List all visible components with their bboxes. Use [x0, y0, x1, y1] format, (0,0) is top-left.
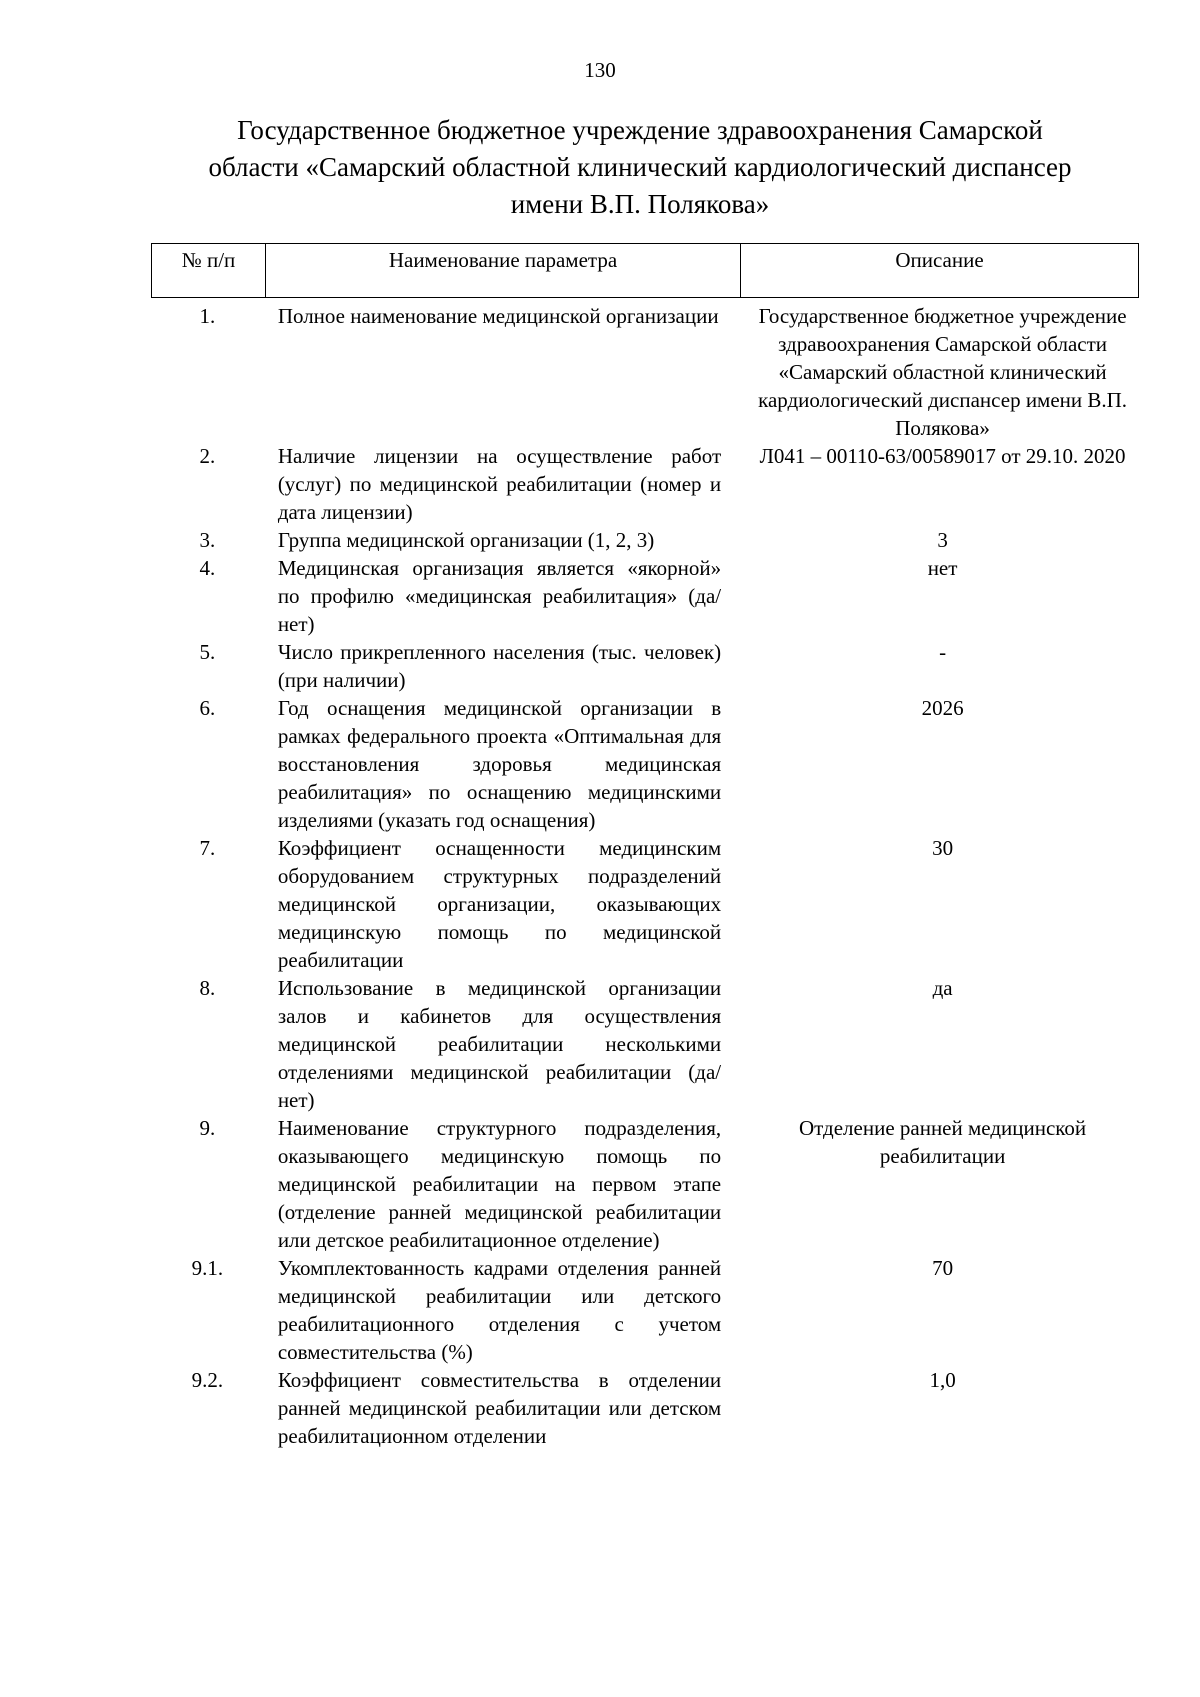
- table-row: [151, 694, 1139, 834]
- row-parameter: Коэффициент оснащенности медицинским оборудованием структурных подразделений медицинской организации, оказывающих медицинскую помощь по медицинской реабилитации: [277, 836, 722, 972]
- row-number: 6.: [199, 696, 216, 720]
- row-parameter: Использование в медицинской организации залов и кабинетов для осуществления медицинской реабилитации несколькими отделениями медицинской реабилитации (да/нет): [277, 976, 722, 1112]
- row-description: -: [939, 640, 947, 664]
- header-num: № п/п: [152, 244, 266, 297]
- row-parameter: Группа медицинской организации (1, 2, 3): [277, 528, 655, 552]
- row-parameter: Полное наименование медицинской организации: [277, 304, 719, 328]
- document-title: [180, 112, 1100, 223]
- row-number: 7.: [199, 836, 216, 860]
- table-row: [151, 526, 1139, 554]
- row-number: 2.: [199, 444, 216, 468]
- row-number: 5.: [199, 640, 216, 664]
- row-description: Государственное бюджетное учреждение здравоохранения Самарской области «Самарский областной клинический кардиологический диспансер имени В.П. Полякова»: [758, 304, 1128, 440]
- row-number: 8.: [199, 976, 216, 1000]
- row-parameter: Медицинская организация является «якорной» по профилю «медицинская реабилитация» (да/нет): [277, 556, 722, 636]
- header-param: Наименование параметра: [266, 244, 741, 297]
- table-row: [151, 974, 1139, 1114]
- table-header: [151, 243, 1139, 298]
- row-description: 30: [932, 836, 954, 860]
- table-row: [151, 302, 1139, 442]
- row-description: Отделение ранней медицинской реабилитации: [798, 1116, 1087, 1168]
- row-description: 1,0: [929, 1368, 956, 1392]
- row-parameter: Укомплектованность кадрами отделения ранней медицинской реабилитации или детского реабилитационного отделения с учетом совместительства (%): [277, 1256, 722, 1364]
- row-parameter: Наличие лицензии на осуществление работ (услуг) по медицинской реабилитации (номер и дата лицензии): [277, 444, 722, 524]
- row-number: 9.: [199, 1116, 216, 1140]
- row-number: 1.: [199, 304, 216, 328]
- table-row: [151, 1254, 1139, 1366]
- table-row: [151, 554, 1139, 638]
- title-line: Государственное бюджетное учреждение здравоохранения Самарской: [237, 115, 1043, 145]
- row-parameter: Наименование структурного подразделения, оказывающего медицинскую помощь по медицинской реабилитации на первом этапе (отделение ранней медицинской реабилитации или детское реабилитационное отделение): [277, 1116, 722, 1252]
- table-row: [151, 1114, 1139, 1254]
- row-description: нет: [927, 556, 958, 580]
- row-parameter: Число прикрепленного населения (тыс. человек) (при наличии): [277, 640, 722, 692]
- row-number: 9.1.: [191, 1256, 224, 1280]
- table-row: [151, 1366, 1139, 1450]
- table-body: [151, 302, 1139, 1450]
- row-number: 9.2.: [191, 1368, 224, 1392]
- row-description: 70: [932, 1256, 954, 1280]
- row-description: Л041 – 00110-63/00589017 от 29.10. 2020: [759, 444, 1126, 468]
- row-description: да: [932, 976, 953, 1000]
- row-parameter: Год оснащения медицинской организации в рамках федерального проекта «Оптимальная для восстановления здоровья медицинская реабилитация» по оснащению медицинскими изделиями (указать год оснащения): [277, 696, 722, 832]
- row-description: 3: [937, 528, 948, 552]
- row-number: 4.: [199, 556, 216, 580]
- title-line: области «Самарский областной клинический кардиологический диспансер: [208, 152, 1072, 182]
- page-number: 130: [584, 58, 616, 82]
- table-row: [151, 834, 1139, 974]
- table-row: [151, 638, 1139, 694]
- header-desc: Описание: [895, 248, 984, 272]
- row-description: 2026: [921, 696, 964, 720]
- row-number: 3.: [199, 528, 216, 552]
- table-row: [151, 442, 1139, 526]
- title-line: имени В.П. Полякова»: [510, 189, 770, 219]
- row-parameter: Коэффициент совместительства в отделении ранней медицинской реабилитации или детском реабилитационном отделении: [277, 1368, 722, 1448]
